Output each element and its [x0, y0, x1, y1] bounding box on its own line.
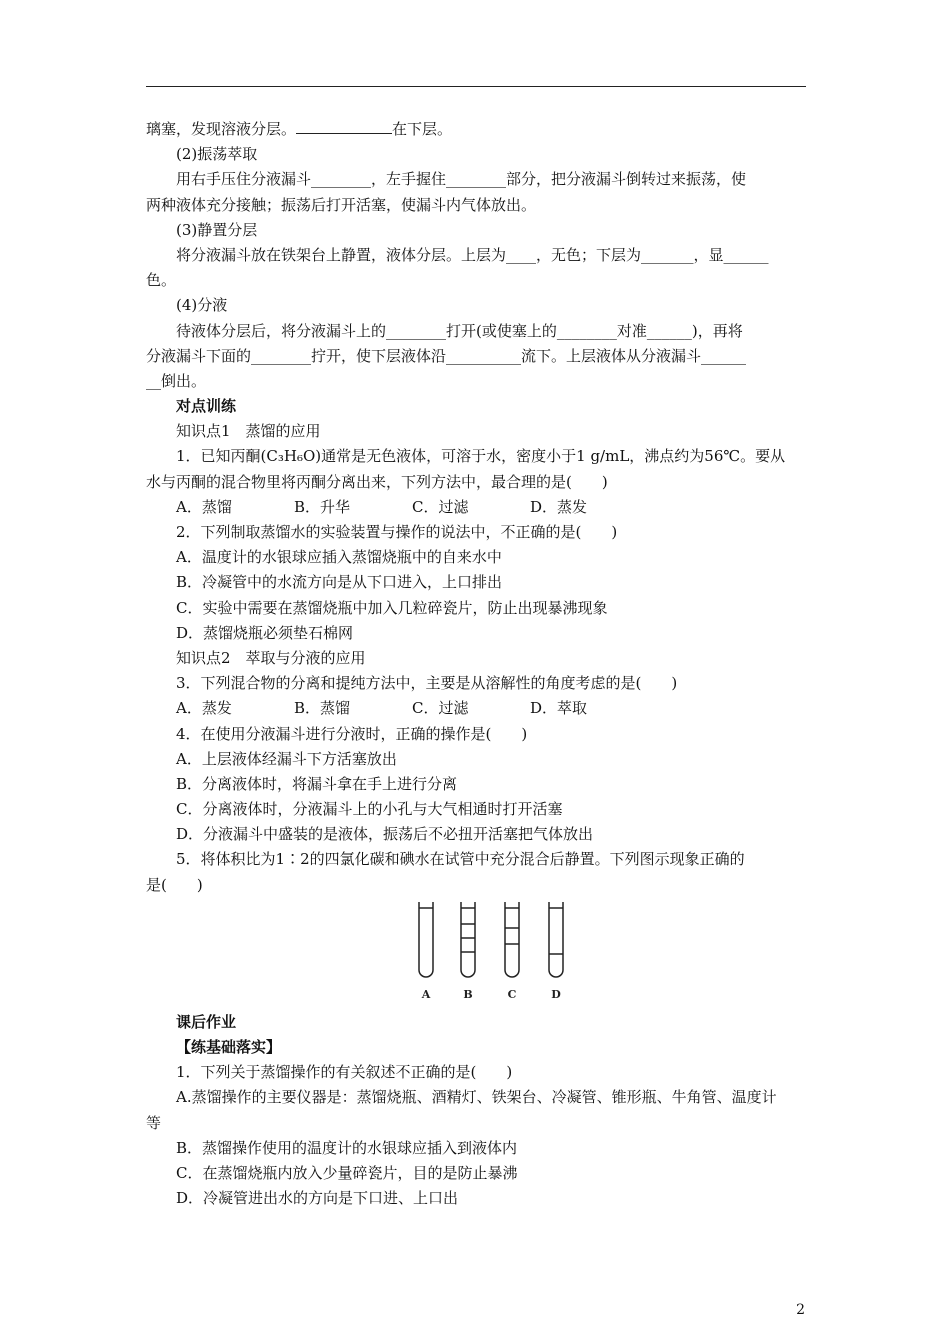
question-4: 4．在使用分液漏斗进行分液时，正确的操作是( ) [176, 724, 528, 743]
text-line: 用右手压住分液漏斗________，左手握住________部分，把分液漏斗倒转过来振荡，使 [176, 170, 747, 189]
option-a: A．蒸发 [176, 699, 232, 718]
option-line: C．分离液体时，分液漏斗上的小孔与大气相通时打开活塞 [176, 800, 563, 819]
label-a: A [421, 987, 431, 1001]
section-heading: (2)振荡萃取 [176, 145, 258, 164]
option-line: D．冷凝管进出水的方向是下口进、上口出 [176, 1189, 459, 1208]
page-body [146, 117, 810, 1211]
text-line: 是( ) [146, 875, 203, 894]
option-line: D．分液漏斗中盛装的是液体，振荡后不必扭开活塞把气体放出 [176, 825, 594, 844]
subsection-title: 【练基础落实】 [176, 1038, 282, 1056]
option-line: D．蒸馏烧瓶必须垫石棉网 [176, 623, 354, 642]
option-line: A.蒸馏操作的主要仪器是：蒸馏烧瓶、酒精灯、铁架台、冷凝管、锥形瓶、牛角管、温度计 [176, 1088, 777, 1107]
text-line: 分液漏斗下面的________拧开，使下层液体沿__________流下。上层液体从分液漏斗______ [146, 346, 747, 365]
test-tube-c [505, 902, 519, 977]
question-5: 5．将体积比为1∶2的四氯化碳和碘水在试管中充分混合后静置。下列图示现象正确的 [176, 850, 745, 869]
option-line: A．温度计的水银球应插入蒸馏烧瓶中的自来水中 [176, 548, 502, 567]
option-line: C．实验中需要在蒸馏烧瓶中加入几粒碎瓷片，防止出现暴沸现象 [176, 598, 608, 617]
test-tube-figure [146, 898, 810, 1010]
option-line: B．蒸馏操作使用的温度计的水银球应插入到液体内 [176, 1138, 518, 1157]
answer-blank [296, 119, 392, 134]
option-line: A．上层液体经漏斗下方活塞放出 [176, 749, 397, 768]
section-heading: (3)静置分层 [176, 220, 258, 239]
option-d: D．蒸发 [530, 497, 588, 516]
option-line: B．冷凝管中的水流方向是从下口进入，上口排出 [176, 573, 503, 592]
test-tube-d [549, 902, 563, 977]
option-d: D．萃取 [530, 699, 588, 718]
options-row [146, 495, 810, 520]
text-line: 水与丙酮的混合物里将丙酮分离出来，下列方法中，最合理的是( ) [146, 472, 608, 491]
label-c: C [507, 987, 517, 1001]
option-c: C．过滤 [412, 497, 469, 516]
question-2: 2．下列制取蒸馏水的实验装置与操作的说法中，不正确的是( ) [176, 523, 618, 541]
question-1: 1．已知丙酮(C₃H₆O)通常是无色液体，可溶于水，密度小于1 g/mL，沸点约为56℃。要从 [176, 447, 786, 466]
test-tube-a [419, 902, 433, 977]
question-3: 3．下列混合物的分离和提纯方法中，主要是从溶解性的角度考虑的是( ) [176, 674, 678, 693]
section-heading: (4)分液 [176, 296, 228, 315]
text-line: 待液体分层后，将分液漏斗上的________打开(或使塞上的________对准______)，再将 [176, 321, 743, 340]
option-c: C．过滤 [412, 699, 469, 718]
knowledge-point: 知识点2 萃取与分液的应用 [176, 648, 366, 667]
option-a: A．蒸馏 [176, 497, 232, 516]
section-title: 对点训练 [176, 397, 237, 416]
text-line: 两种液体充分接触；振荡后打开活塞，使漏斗内气体放出。 [146, 195, 537, 214]
option-line: C．在蒸馏烧瓶内放入少量碎瓷片，目的是防止暴沸 [176, 1163, 518, 1182]
label-b: B [463, 987, 473, 1001]
text-line: __倒出。 [146, 371, 207, 390]
question-1: 1．下列关于蒸馏操作的有关叙述不正确的是( ) [176, 1063, 513, 1082]
text-line: 将分液漏斗放在铁架台上静置，液体分层。上层为____，无色；下层为_______，显______ [176, 245, 769, 264]
section-title: 课后作业 [176, 1012, 237, 1031]
page-number: 2 [796, 1302, 805, 1318]
text-line: 等 [146, 1113, 162, 1132]
option-line: B．分离液体时，将漏斗拿在手上进行分离 [176, 774, 458, 793]
options-row [146, 696, 810, 721]
option-b: B．蒸馏 [294, 699, 351, 718]
option-b: B．升华 [294, 497, 351, 516]
test-tube-b [461, 902, 475, 977]
knowledge-point: 知识点1 蒸馏的应用 [176, 422, 321, 441]
header-rule [146, 86, 806, 87]
test-tubes-diagram [411, 900, 581, 1006]
text-line: 璃塞，发现溶液分层。 在下层。 [146, 120, 453, 138]
text-line: 色。 [146, 271, 177, 290]
label-d: D [551, 987, 561, 1001]
